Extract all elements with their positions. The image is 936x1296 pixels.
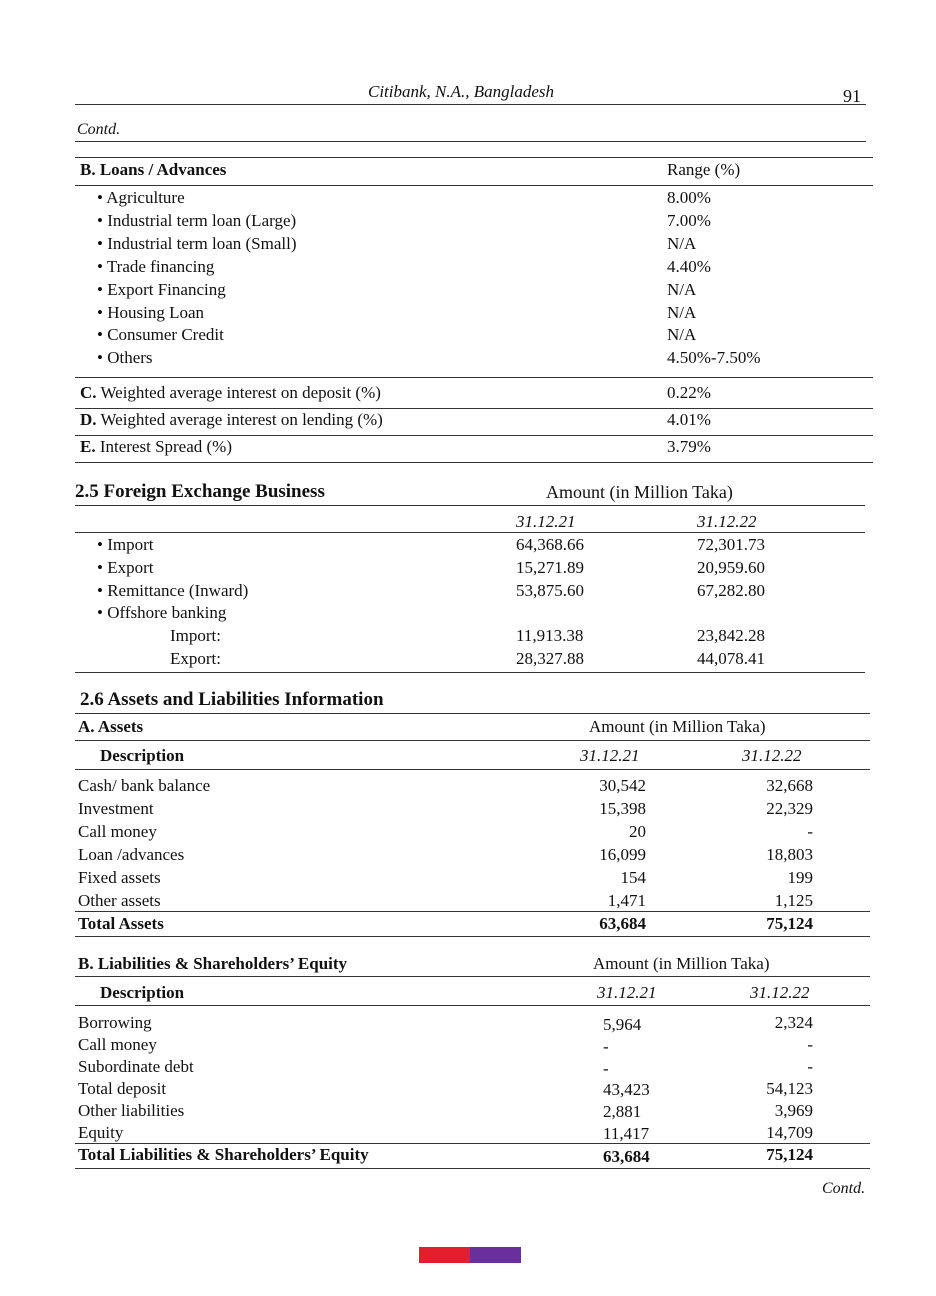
liab-row-label: Total deposit bbox=[78, 1079, 167, 1098]
asset-row-v2: 32,668 bbox=[766, 776, 813, 795]
rate-row-label bbox=[80, 383, 381, 403]
assets-desc-header: Description bbox=[100, 746, 185, 765]
rate-row-value: 0.22% bbox=[667, 383, 711, 402]
forex-col2: 31.12.22 bbox=[697, 512, 757, 531]
forex-row-label: Export: bbox=[170, 649, 221, 668]
forex-row-v1: 64,368.66 bbox=[516, 535, 584, 554]
rate-row-letter: D. bbox=[80, 410, 97, 429]
asset-row-label: Other assets bbox=[78, 890, 161, 910]
forex-row-v1: 28,327.88 bbox=[516, 649, 584, 668]
rule bbox=[75, 377, 873, 378]
liab-desc-header: Description bbox=[100, 983, 185, 1002]
forex-row-v2: 44,078.41 bbox=[697, 649, 765, 668]
contd-top: Contd. bbox=[77, 121, 121, 138]
forex-row-v1: 53,875.60 bbox=[516, 580, 584, 600]
contd-bottom: Contd. bbox=[822, 1180, 866, 1197]
header-rule bbox=[75, 104, 866, 105]
rate-row-text: Weighted average interest on lending (%) bbox=[96, 410, 383, 429]
liab-row-v2: - bbox=[807, 1057, 813, 1076]
rule bbox=[75, 505, 865, 506]
liab-row-label: Call money bbox=[78, 1035, 157, 1054]
liab-heading: B. Liabilities & Shareholders’ Equity bbox=[78, 954, 348, 973]
liab-row-v2: 14,709 bbox=[766, 1123, 813, 1142]
forex-amount-header: Amount (in Million Taka) bbox=[546, 482, 733, 502]
loan-row-value: N/A bbox=[667, 279, 697, 299]
asset-row-label: Investment bbox=[78, 798, 154, 818]
liab-row-v1: 43,423 bbox=[603, 1080, 650, 1099]
loan-row-label: • Industrial term loan (Small) bbox=[97, 233, 297, 253]
asset-row-v1: 16,099 bbox=[599, 844, 646, 864]
rate-row-text: Weighted average interest on deposit (%) bbox=[96, 383, 381, 402]
asset-row-v2: 22,329 bbox=[766, 798, 813, 818]
liab-row-v1: 5,964 bbox=[603, 1015, 642, 1034]
rule bbox=[75, 911, 870, 912]
rule bbox=[75, 672, 865, 673]
liab-total-v1: 63,684 bbox=[603, 1147, 650, 1166]
asset-row-label: Call money bbox=[78, 821, 157, 841]
asset-row-label: Loan /advances bbox=[78, 844, 185, 864]
forex-row-label: Import: bbox=[170, 626, 221, 646]
loan-row-value: 7.00% bbox=[667, 210, 711, 230]
asset-row-v1: 1,471 bbox=[607, 890, 646, 910]
rule bbox=[75, 769, 870, 770]
loan-row-value: 4.40% bbox=[667, 256, 711, 276]
loans-heading: B. Loans / Advances bbox=[80, 160, 227, 179]
rule bbox=[75, 462, 873, 463]
liab-total-v2: 75,124 bbox=[766, 1145, 813, 1164]
liab-row-label: Equity bbox=[78, 1123, 124, 1142]
rule bbox=[75, 936, 870, 937]
asset-row-label: Cash/ bank balance bbox=[78, 776, 211, 795]
rate-row-label bbox=[80, 437, 232, 457]
asset-row-v1: 30,542 bbox=[599, 776, 646, 795]
rate-row-letter: E. bbox=[80, 437, 96, 456]
assets-amount-header: Amount (in Million Taka) bbox=[589, 717, 766, 736]
forex-row-v2: 72,301.73 bbox=[697, 535, 765, 554]
asset-row-v2: 1,125 bbox=[774, 890, 813, 910]
rule bbox=[75, 157, 873, 158]
forex-row-v2: 20,959.60 bbox=[697, 557, 765, 577]
forex-row-v2: 23,842.28 bbox=[697, 626, 765, 646]
liab-row-v1: - bbox=[603, 1037, 609, 1056]
rate-row-text: Interest Spread (%) bbox=[95, 437, 233, 456]
liab-row-label: Borrowing bbox=[78, 1013, 152, 1032]
assets-col2: 31.12.22 bbox=[742, 746, 802, 765]
loan-row-label: • Trade financing bbox=[97, 256, 215, 276]
loans-range-header: Range (%) bbox=[667, 160, 741, 179]
loan-row-value: 4.50%-7.50% bbox=[667, 348, 761, 368]
rule bbox=[75, 185, 873, 186]
loan-row-value: N/A bbox=[667, 233, 697, 253]
liab-amount-header: Amount (in Million Taka) bbox=[593, 954, 770, 973]
loan-row-value: N/A bbox=[667, 325, 697, 345]
running-header-title: Citibank, N.A., Bangladesh bbox=[368, 82, 555, 101]
loan-row-label: • Industrial term loan (Large) bbox=[97, 210, 297, 230]
liab-row-label: Subordinate debt bbox=[78, 1057, 194, 1076]
forex-row-label: • Import bbox=[97, 535, 154, 554]
asset-row-v2: - bbox=[807, 821, 813, 841]
liab-row-v2: 2,324 bbox=[774, 1013, 813, 1032]
footer-bar-purple bbox=[470, 1247, 521, 1263]
assets-col1: 31.12.21 bbox=[580, 746, 640, 765]
rule bbox=[75, 713, 870, 714]
assets-heading: A. Assets bbox=[78, 717, 144, 736]
rate-row-letter: C. bbox=[80, 383, 97, 402]
forex-row-v1: 15,271.89 bbox=[516, 557, 584, 577]
page-number: 91 bbox=[843, 86, 861, 106]
liab-col2: 31.12.22 bbox=[750, 983, 810, 1002]
footer-bar-red bbox=[419, 1247, 470, 1263]
asset-row-v1: 20 bbox=[629, 821, 646, 841]
forex-row-label: • Export bbox=[97, 557, 154, 577]
liab-row-v2: - bbox=[807, 1035, 813, 1054]
rate-row-label bbox=[80, 410, 383, 430]
rule bbox=[75, 141, 866, 142]
rate-row-value: 4.01% bbox=[667, 410, 711, 429]
asset-row-v1: 15,398 bbox=[599, 798, 646, 818]
liab-row-v1: 2,881 bbox=[603, 1102, 642, 1121]
forex-col1: 31.12.21 bbox=[516, 512, 576, 531]
asset-row-v2: 199 bbox=[787, 867, 813, 887]
rule bbox=[75, 1005, 870, 1006]
loan-row-label: • Consumer Credit bbox=[97, 325, 224, 345]
rule bbox=[75, 408, 873, 409]
al-heading: 2.6 Assets and Liabilities Information bbox=[80, 689, 384, 710]
loan-row-value: N/A bbox=[667, 302, 697, 322]
liab-col1: 31.12.21 bbox=[597, 983, 657, 1002]
liab-row-v2: 3,969 bbox=[774, 1101, 813, 1120]
asset-row-v1: 154 bbox=[620, 867, 646, 887]
forex-heading: 2.5 Foreign Exchange Business bbox=[75, 481, 325, 502]
liab-row-v2: 54,123 bbox=[766, 1079, 813, 1098]
loan-row-label: • Export Financing bbox=[97, 279, 226, 299]
rule bbox=[75, 1143, 870, 1144]
forex-row-label: • Offshore banking bbox=[97, 603, 227, 623]
liab-total-label: Total Liabilities & Shareholders’ Equity bbox=[78, 1145, 369, 1164]
asset-row-label: Fixed assets bbox=[78, 867, 161, 887]
assets-total-v2: 75,124 bbox=[766, 914, 813, 933]
loan-row-label: • Others bbox=[97, 348, 153, 368]
loan-row-label: • Housing Loan bbox=[97, 302, 204, 322]
loan-row-value: 8.00% bbox=[667, 188, 711, 207]
rule bbox=[75, 1168, 870, 1169]
rule bbox=[75, 435, 873, 436]
forex-row-v1: 11,913.38 bbox=[516, 626, 584, 646]
rule bbox=[75, 532, 865, 533]
loan-row-label: • Agriculture bbox=[97, 188, 185, 207]
assets-total-label: Total Assets bbox=[78, 914, 164, 933]
liab-row-v1: - bbox=[603, 1059, 609, 1078]
liab-row-v1: 11,417 bbox=[603, 1124, 650, 1143]
forex-row-label: • Remittance (Inward) bbox=[97, 580, 249, 600]
forex-row-v2: 67,282.80 bbox=[697, 580, 765, 600]
liab-row-label: Other liabilities bbox=[78, 1101, 185, 1120]
rate-row-value: 3.79% bbox=[667, 437, 711, 456]
rule bbox=[75, 740, 870, 741]
assets-total-v1: 63,684 bbox=[599, 914, 646, 933]
asset-row-v2: 18,803 bbox=[766, 844, 813, 864]
rule bbox=[75, 976, 870, 977]
